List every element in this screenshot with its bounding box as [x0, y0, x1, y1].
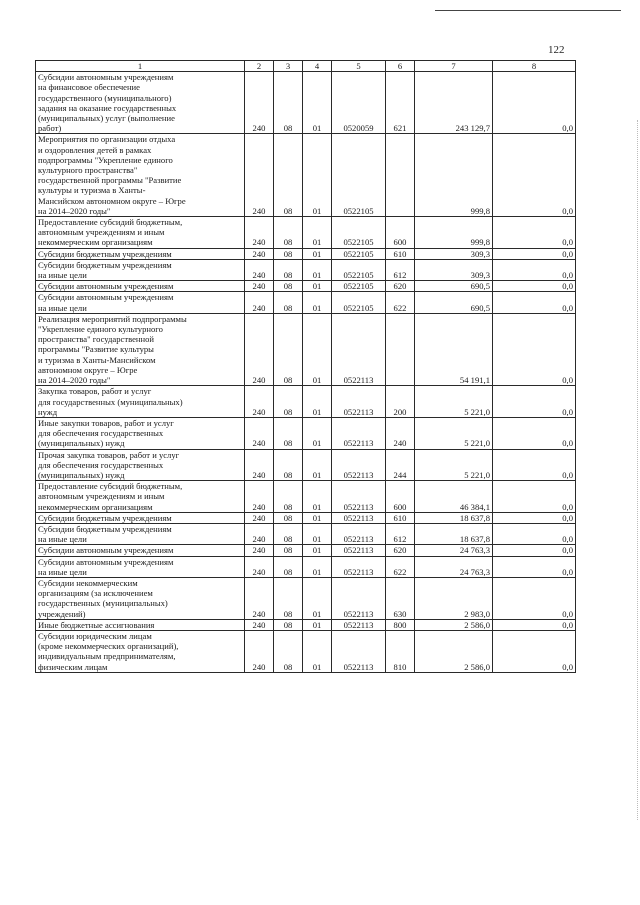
amount-value: 5 221,0: [415, 417, 493, 449]
target-article-code: 0522113: [332, 577, 386, 619]
row-description: [36, 630, 245, 672]
subsection-code: 01: [303, 481, 332, 513]
description-line: Субсидии автономным учреждениям: [38, 72, 174, 83]
amount-value-2: 0,0: [493, 259, 576, 280]
table-row: [36, 134, 576, 217]
description-line: учреждений): [38, 608, 86, 619]
table-row: [36, 545, 576, 556]
target-article-code: 0522105: [332, 248, 386, 259]
amount-value: 2 983,0: [415, 577, 493, 619]
description-line: некоммерческим организациям: [38, 501, 153, 512]
target-article-code: 0522113: [332, 481, 386, 513]
description-line: на иные цели: [38, 534, 87, 545]
amount-value-2: 0,0: [493, 481, 576, 513]
section-code: 08: [274, 217, 303, 249]
row-description: [36, 259, 245, 280]
row-description: [36, 248, 245, 259]
section-code: 08: [274, 630, 303, 672]
section-code: 08: [274, 449, 303, 481]
target-article-code: 0522113: [332, 417, 386, 449]
description-line: Мероприятия по организации отдыха: [38, 134, 176, 145]
ministry-code: 240: [245, 386, 274, 418]
row-description: [36, 481, 245, 513]
row-description: [36, 449, 245, 481]
table-row: [36, 313, 576, 385]
table-row: [36, 281, 576, 292]
description-line: на 2014–2020 годы": [38, 205, 111, 216]
description-line: и оздоровления детей в рамках: [38, 144, 152, 155]
target-article-code: 0520059: [332, 72, 386, 134]
target-article-code: 0522113: [332, 313, 386, 385]
target-article-code: 0522105: [332, 292, 386, 313]
row-description: [36, 292, 245, 313]
amount-value-2: 0,0: [493, 292, 576, 313]
amount-value-2: 0,0: [493, 248, 576, 259]
section-code: 08: [274, 556, 303, 577]
subsection-code: 01: [303, 386, 332, 418]
row-description: [36, 556, 245, 577]
table-header-row: [36, 61, 576, 72]
amount-value: 690,5: [415, 292, 493, 313]
ministry-code: 240: [245, 134, 274, 217]
description-line: организациям (за исключением: [38, 588, 153, 599]
description-line: культуры и туризма в Ханты-: [38, 185, 146, 196]
expense-type-code: 240: [386, 417, 415, 449]
subsection-code: 01: [303, 292, 332, 313]
row-description: [36, 72, 245, 134]
column-header: 1: [36, 61, 245, 72]
subsection-code: 01: [303, 512, 332, 523]
table-row: [36, 556, 576, 577]
section-code: 08: [274, 134, 303, 217]
description-line: культурного пространства": [38, 165, 138, 176]
ministry-code: 240: [245, 556, 274, 577]
ministry-code: 240: [245, 217, 274, 249]
description-line: (кроме некоммерческих организаций),: [38, 641, 179, 652]
amount-value: 2 586,0: [415, 630, 493, 672]
row-description: [36, 619, 245, 630]
description-line: Субсидии бюджетным учреждениям: [38, 248, 172, 259]
target-article-code: 0522105: [332, 281, 386, 292]
amount-value: 999,8: [415, 134, 493, 217]
amount-value-2: 0,0: [493, 523, 576, 544]
expense-type-code: 621: [386, 72, 415, 134]
description-line: Предоставление субсидий бюджетным,: [38, 217, 183, 228]
description-line: для государственных (муниципальных): [38, 396, 183, 407]
table-row: [36, 481, 576, 513]
description-line: Закупка товаров, работ и услуг: [38, 386, 152, 397]
table-row: [36, 449, 576, 481]
ministry-code: 240: [245, 292, 274, 313]
target-article-code: 0522113: [332, 630, 386, 672]
subsection-code: 01: [303, 523, 332, 544]
description-line: (муниципальных) услуг (выполнение: [38, 113, 175, 124]
amount-value: 18 637,8: [415, 512, 493, 523]
section-code: 08: [274, 512, 303, 523]
row-description: [36, 217, 245, 249]
row-description: [36, 386, 245, 418]
description-line: Субсидии автономным учреждениям: [38, 556, 174, 567]
description-line: подпрограммы "Укрепление единого: [38, 154, 173, 165]
ministry-code: 240: [245, 630, 274, 672]
description-line: Субсидии автономным учреждениям: [38, 545, 174, 556]
subsection-code: 01: [303, 281, 332, 292]
description-line: автономном округе – Югре: [38, 364, 138, 375]
expense-type-code: 610: [386, 248, 415, 259]
description-line: (муниципальных) нужд: [38, 438, 125, 449]
amount-value-2: 0,0: [493, 512, 576, 523]
amount-value-2: 0,0: [493, 449, 576, 481]
column-header: 3: [274, 61, 303, 72]
target-article-code: 0522113: [332, 545, 386, 556]
expense-type-code: 600: [386, 481, 415, 513]
description-line: Субсидии автономным учреждениям: [38, 281, 174, 292]
ministry-code: 240: [245, 512, 274, 523]
table-row: [36, 512, 576, 523]
description-line: Иные закупки товаров, работ и услуг: [38, 417, 174, 428]
table-row: [36, 619, 576, 630]
page-number: 122: [548, 44, 565, 56]
expense-type-code: 244: [386, 449, 415, 481]
section-code: 08: [274, 523, 303, 544]
amount-value-2: 0,0: [493, 134, 576, 217]
section-code: 08: [274, 72, 303, 134]
amount-value: 243 129,7: [415, 72, 493, 134]
amount-value-2: 0,0: [493, 556, 576, 577]
subsection-code: 01: [303, 217, 332, 249]
description-line: некоммерческим организациям: [38, 237, 153, 248]
description-line: Субсидии некоммерческим: [38, 577, 138, 588]
table-body: [36, 72, 576, 673]
description-line: Субсидии бюджетным учреждениям: [38, 523, 172, 534]
description-line: (муниципальных) нужд: [38, 469, 125, 480]
expense-type-code: 622: [386, 556, 415, 577]
row-description: [36, 545, 245, 556]
description-line: нужд: [38, 406, 58, 417]
expense-type-code: [386, 134, 415, 217]
amount-value: 5 221,0: [415, 386, 493, 418]
amount-value: 690,5: [415, 281, 493, 292]
table-row: [36, 417, 576, 449]
subsection-code: 01: [303, 134, 332, 217]
description-line: на иные цели: [38, 302, 87, 313]
subsection-code: 01: [303, 248, 332, 259]
amount-value-2: 0,0: [493, 630, 576, 672]
table-row: [36, 630, 576, 672]
ministry-code: 240: [245, 259, 274, 280]
description-line: задания на оказание государственных: [38, 102, 177, 113]
amount-value: 24 763,3: [415, 556, 493, 577]
table-row: [36, 292, 576, 313]
header-rule: [435, 10, 621, 11]
description-line: "Укрепление единого культурного: [38, 324, 163, 335]
amount-value: 999,8: [415, 217, 493, 249]
description-line: на финансовое обеспечение: [38, 82, 140, 93]
amount-value: 54 191,1: [415, 313, 493, 385]
row-description: [36, 134, 245, 217]
ministry-code: 240: [245, 313, 274, 385]
column-header: 7: [415, 61, 493, 72]
budget-table: [35, 60, 576, 673]
expense-type-code: 600: [386, 217, 415, 249]
description-line: для обеспечения государственных: [38, 428, 164, 439]
amount-value: 24 763,3: [415, 545, 493, 556]
target-article-code: 0522105: [332, 134, 386, 217]
column-header: 5: [332, 61, 386, 72]
subsection-code: 01: [303, 259, 332, 280]
row-description: [36, 523, 245, 544]
amount-value: 2 586,0: [415, 619, 493, 630]
ministry-code: 240: [245, 619, 274, 630]
description-line: Субсидии автономным учреждениям: [38, 292, 174, 303]
expense-type-code: 612: [386, 523, 415, 544]
section-code: 08: [274, 481, 303, 513]
subsection-code: 01: [303, 556, 332, 577]
expense-type-code: 620: [386, 545, 415, 556]
subsection-code: 01: [303, 630, 332, 672]
table-row: [36, 523, 576, 544]
column-header: 4: [303, 61, 332, 72]
description-line: Предоставление субсидий бюджетным,: [38, 481, 183, 492]
table-row: [36, 72, 576, 134]
ministry-code: 240: [245, 449, 274, 481]
expense-type-code: 610: [386, 512, 415, 523]
amount-value-2: 0,0: [493, 217, 576, 249]
description-line: автономным учреждениям и иным: [38, 491, 165, 502]
target-article-code: 0522113: [332, 556, 386, 577]
amount-value-2: 0,0: [493, 313, 576, 385]
ministry-code: 240: [245, 72, 274, 134]
table-row: [36, 259, 576, 280]
expense-type-code: [386, 313, 415, 385]
section-code: 08: [274, 248, 303, 259]
subsection-code: 01: [303, 313, 332, 385]
description-line: Субсидии бюджетным учреждениям: [38, 512, 172, 523]
section-code: 08: [274, 292, 303, 313]
expense-type-code: 612: [386, 259, 415, 280]
description-line: для обеспечения государственных: [38, 459, 164, 470]
description-line: Иные бюджетные ассигнования: [38, 619, 155, 630]
amount-value-2: 0,0: [493, 619, 576, 630]
description-line: государственных (муниципальных): [38, 598, 168, 609]
table-row: [36, 248, 576, 259]
description-line: физическим лицам: [38, 661, 108, 672]
table-row: [36, 386, 576, 418]
column-header: 6: [386, 61, 415, 72]
section-code: 08: [274, 545, 303, 556]
description-line: Прочая закупка товаров, работ и услуг: [38, 449, 180, 460]
amount-value-2: 0,0: [493, 417, 576, 449]
section-code: 08: [274, 577, 303, 619]
ministry-code: 240: [245, 577, 274, 619]
ministry-code: 240: [245, 481, 274, 513]
column-header: 2: [245, 61, 274, 72]
subsection-code: 01: [303, 545, 332, 556]
subsection-code: 01: [303, 72, 332, 134]
description-line: индивидуальным предпринимателям,: [38, 651, 176, 662]
description-line: на иные цели: [38, 566, 87, 577]
expense-type-code: 630: [386, 577, 415, 619]
target-article-code: 0522113: [332, 619, 386, 630]
amount-value-2: 0,0: [493, 281, 576, 292]
description-line: и туризма в Ханты-Мансийском: [38, 354, 156, 365]
description-line: пространства" государственной: [38, 334, 155, 345]
description-line: программы "Развитие культуры: [38, 344, 154, 355]
description-line: Мансийском автономном округе – Югре: [38, 195, 186, 206]
description-line: государственного (муниципального): [38, 92, 172, 103]
description-line: автономным учреждениям и иным: [38, 227, 165, 238]
section-code: 08: [274, 386, 303, 418]
target-article-code: 0522113: [332, 512, 386, 523]
amount-value: 46 384,1: [415, 481, 493, 513]
description-line: на иные цели: [38, 270, 87, 281]
expense-type-code: 800: [386, 619, 415, 630]
table-row: [36, 577, 576, 619]
ministry-code: 240: [245, 281, 274, 292]
description-line: Субсидии бюджетным учреждениям: [38, 259, 172, 270]
amount-value-2: 0,0: [493, 386, 576, 418]
subsection-code: 01: [303, 619, 332, 630]
section-code: 08: [274, 619, 303, 630]
subsection-code: 01: [303, 577, 332, 619]
ministry-code: 240: [245, 248, 274, 259]
subsection-code: 01: [303, 449, 332, 481]
expense-type-code: 200: [386, 386, 415, 418]
expense-type-code: 620: [386, 281, 415, 292]
amount-value-2: 0,0: [493, 577, 576, 619]
row-description: [36, 281, 245, 292]
amount-value: 18 637,8: [415, 523, 493, 544]
subsection-code: 01: [303, 417, 332, 449]
description-line: Реализация мероприятий подпрограммы: [38, 313, 187, 324]
description-line: работ): [38, 123, 62, 134]
expense-type-code: 622: [386, 292, 415, 313]
ministry-code: 240: [245, 523, 274, 544]
row-description: [36, 512, 245, 523]
row-description: [36, 577, 245, 619]
section-code: 08: [274, 417, 303, 449]
description-line: государственной программы "Развитие: [38, 175, 182, 186]
target-article-code: 0522113: [332, 449, 386, 481]
amount-value: 309,3: [415, 259, 493, 280]
amount-value-2: 0,0: [493, 545, 576, 556]
ministry-code: 240: [245, 417, 274, 449]
section-code: 08: [274, 313, 303, 385]
page-edge: [636, 120, 638, 820]
row-description: [36, 313, 245, 385]
section-code: 08: [274, 281, 303, 292]
description-line: на 2014–2020 годы": [38, 375, 111, 386]
description-line: Субсидии юридическим лицам: [38, 630, 152, 641]
expense-type-code: 810: [386, 630, 415, 672]
row-description: [36, 417, 245, 449]
target-article-code: 0522113: [332, 386, 386, 418]
target-article-code: 0522105: [332, 217, 386, 249]
target-article-code: 0522105: [332, 259, 386, 280]
ministry-code: 240: [245, 545, 274, 556]
amount-value-2: 0,0: [493, 72, 576, 134]
section-code: 08: [274, 259, 303, 280]
amount-value: 309,3: [415, 248, 493, 259]
amount-value: 5 221,0: [415, 449, 493, 481]
column-header: 8: [493, 61, 576, 72]
target-article-code: 0522113: [332, 523, 386, 544]
table-row: [36, 217, 576, 249]
